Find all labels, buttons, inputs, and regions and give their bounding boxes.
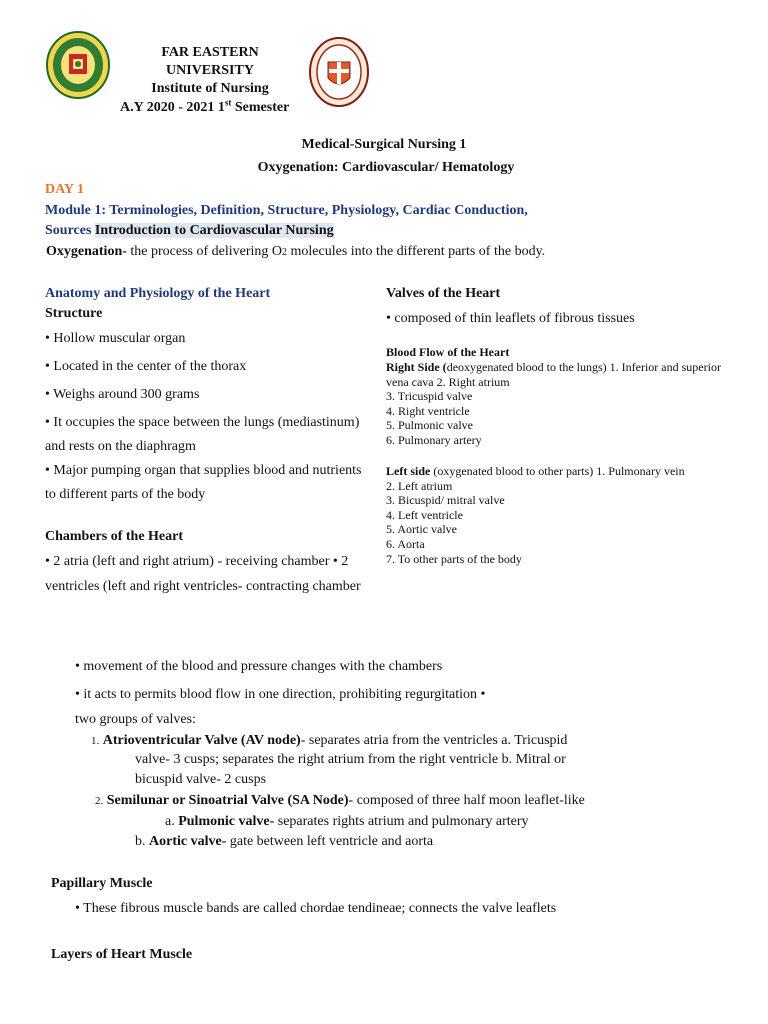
right-side-step: 5. Pulmonic valve xyxy=(386,418,473,433)
av-valve-item: 1. Atrioventricular Valve (AV node)- separates atria from the ventricles a. Tricuspid xyxy=(91,733,568,748)
feu-logo xyxy=(45,30,111,100)
day-label: DAY 1 xyxy=(45,182,85,197)
structure-bullet: • It occupies the space between the lungs (mediastinum) xyxy=(45,415,360,430)
pulmonic-valve-item: a. Pulmonic valve- separates rights atrium and pulmonary artery xyxy=(165,814,529,829)
structure-bullet-continued: and rests on the diaphragm xyxy=(45,439,196,454)
valves-heading: Valves of the Heart xyxy=(386,286,501,301)
sources-label: Sources xyxy=(45,223,92,238)
semilunar-valve-item: 2. Semilunar or Sinoatrial Valve (SA Node)- composed of three half moon leaflet-like xyxy=(95,793,585,808)
course-subtitle: Oxygenation: Cardiovascular/ Hematology xyxy=(257,160,515,175)
left-side-step: 6. Aorta xyxy=(386,536,425,551)
right-side-step: 3. Tricuspid valve xyxy=(386,389,473,404)
left-side-step: 5. Aortic valve xyxy=(386,522,457,537)
aortic-valve-item: b. Aortic valve- gate between left ventricle and aorta xyxy=(135,834,434,849)
structure-heading: Structure xyxy=(45,306,103,321)
left-side-step: 3. Bicuspid/ mitral valve xyxy=(386,493,505,508)
institute-name: Institute of Nursing xyxy=(151,81,269,96)
right-side-step: 4. Right ventricle xyxy=(386,403,470,418)
left-side-line: Left side (oxygenated blood to other parts) 1. Pulmonary vein xyxy=(386,464,685,478)
blood-flow-heading: Blood Flow of the Heart xyxy=(386,345,510,359)
oxygenation-definition: Oxygenation- the process of delivering O2 molecules into the different parts of the body. xyxy=(46,244,546,259)
module-line1: Module 1: Terminologies, Definition, Structure, Physiology, Cardiac Conduction, xyxy=(45,203,528,218)
structure-bullet: • Located in the center of the thorax xyxy=(45,359,247,374)
structure-bullet: • Major pumping organ that supplies blood and nutrients xyxy=(45,463,362,478)
right-side-line: Right Side (deoxygenated blood to the lungs) 1. Inferior and superior xyxy=(386,360,721,374)
university-name-line1: FAR EASTERN xyxy=(161,45,259,60)
papillary-heading: Papillary Muscle xyxy=(51,876,153,891)
valves-bullet: • composed of thin leaflets of fibrous tissues xyxy=(386,311,635,326)
university-name-line2: UNIVERSITY xyxy=(166,63,254,78)
chambers-line2: ventricles (left and right ventricles- contracting chamber xyxy=(45,579,361,594)
chambers-line1: • 2 atria (left and right atrium) - receiving chamber • 2 xyxy=(45,554,349,569)
valve-groups-intro: two groups of valves: xyxy=(75,712,196,727)
module-topic-highlight: Introduction to Cardiovascular Nursing xyxy=(94,223,334,238)
right-side-step: vena cava 2. Right atrium xyxy=(386,374,510,389)
right-side-step: 6. Pulmonary artery xyxy=(386,432,482,447)
papillary-bullet: • These fibrous muscle bands are called chordae tendineae; connects the valve leaflets xyxy=(75,901,557,916)
valve-detail-bullet: • it acts to permits blood flow in one direction, prohibiting regurgitation • xyxy=(75,687,486,702)
structure-bullet: • Weighs around 300 grams xyxy=(45,387,200,402)
nursing-logo xyxy=(308,36,370,108)
structure-bullet: • Hollow muscular organ xyxy=(45,331,186,346)
chambers-heading: Chambers of the Heart xyxy=(45,529,184,544)
valve-detail-bullet: • movement of the blood and pressure changes with the chambers xyxy=(75,659,443,674)
structure-bullet-continued: to different parts of the body xyxy=(45,487,206,502)
av-valve-line3: bicuspid valve- 2 cusps xyxy=(135,772,267,787)
academic-year: A.Y 2020 - 2021 1st Semester xyxy=(120,97,290,115)
module-line2 xyxy=(45,223,334,239)
av-valve-line2: valve- 3 cusps; separates the right atrium from the right ventricle b. Mitral or xyxy=(135,752,566,767)
left-side-step: 2. Left atrium xyxy=(386,478,453,493)
right-side-list xyxy=(386,375,510,448)
course-title: Medical-Surgical Nursing 1 xyxy=(301,137,467,152)
left-side-step: 7. To other parts of the body xyxy=(386,551,522,566)
left-side-list xyxy=(386,479,522,567)
left-side-step: 4. Left ventricle xyxy=(386,507,463,522)
anatomy-heading: Anatomy and Physiology of the Heart xyxy=(45,286,271,301)
layers-heading: Layers of Heart Muscle xyxy=(51,947,193,962)
